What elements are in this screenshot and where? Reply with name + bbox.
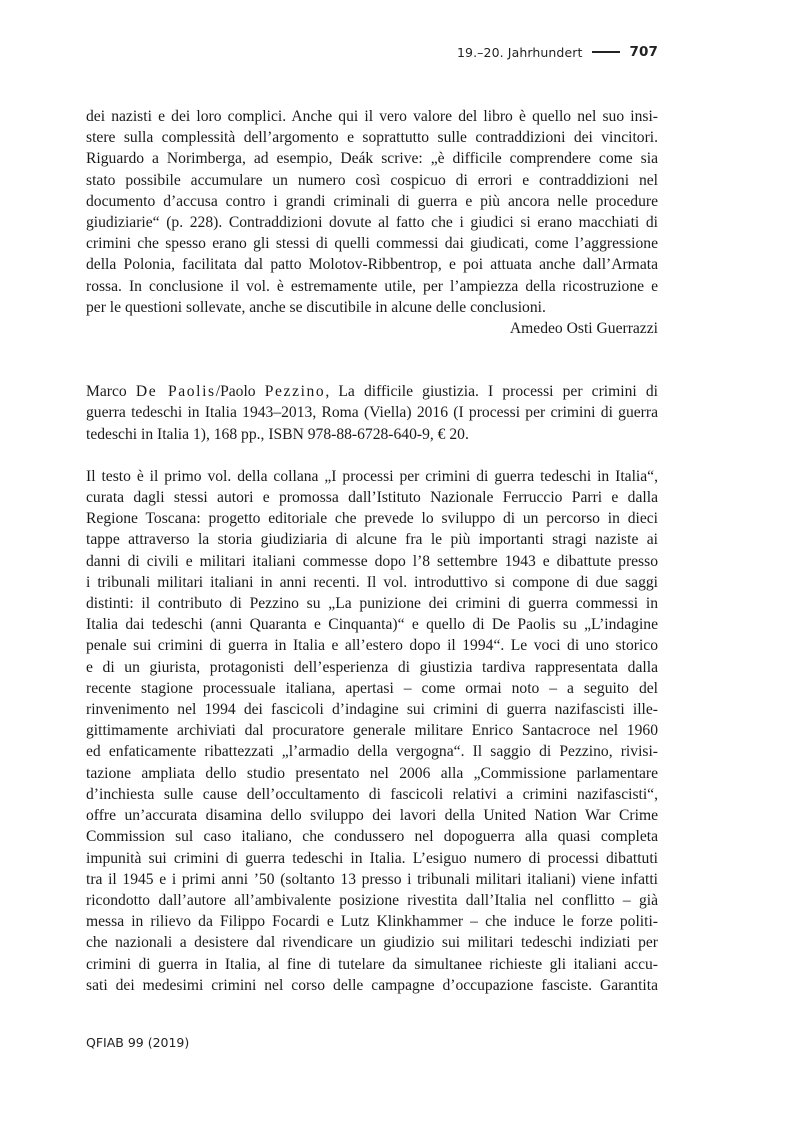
citation-title: , La difficile giustizia. I processi per crimini di: [325, 383, 658, 401]
text-line: d’inchiesta sulle cause dell’occultamento di fascicoli relativi a crimini nazifascisti“,: [86, 785, 658, 803]
section-gap: [86, 445, 658, 466]
text-line: tazione ampliata dello studio presentato nel 2006 alla „Commissione parlamentare: [86, 764, 658, 782]
text-line: impunità sui crimini di guerra tedeschi in Italia. L’esiguo numero di processi dibattuti: [86, 849, 658, 867]
text-line: Italia dai tedeschi (anni Quaranta e Cinquanta)“ e quello di De Paolis su „L’indagine: [86, 616, 658, 634]
page-body: [86, 106, 658, 996]
text-line: curata dagli stessi autori e promossa dall’Istituto Nazionale Ferruccio Parri e dalla: [86, 489, 658, 507]
text-line: sati dei medesimi crimini nel corso delle campagne d’occupazione fasciste. Garantita: [86, 976, 658, 994]
text-line: tra il 1945 e i primi anni ’50 (soltanto 13 presso i tribunali militari italiani) viene infatti: [86, 870, 658, 888]
text-line: e di un giurista, protagonisti dell’esperienza di giustizia tardiva rappresentata dalla: [86, 658, 658, 676]
text-line: recente stagione processuale italiana, apertasi – come ormai noto – a seguito del: [86, 679, 658, 697]
running-title: 19.–20. Jahrhundert: [457, 44, 583, 60]
page-number: 707: [629, 44, 658, 60]
text-line: rinvenimento nel 1994 dei fascicoli d’indagine sui crimini di guerra nazifascisti ille-: [86, 701, 658, 719]
text-line: crimini che spesso erano gli stessi di quelli commessi dai giudicati, come l’aggressione: [86, 235, 658, 253]
text-line: Riguardo a Norimberga, ad esempio, Deák scrive: „è difficile comprendere come sia: [86, 150, 658, 168]
text-line: che nazionali a desistere dal rivendicare un giudizio sui militari tedeschi indiziati per: [86, 934, 658, 952]
text-line: rossa. In conclusione il vol. è estremamente utile, per l’ampiezza della ricostruzione e: [86, 277, 658, 295]
citation-line: guerra tedeschi in Italia 1943–2013, Roma (Viella) 2016 (I processi per crimini di guerra: [86, 404, 658, 422]
text-line: i tribunali militari italiani in anni recenti. Il vol. introduttivo si compone di due saggi: [86, 573, 658, 591]
header-rule: [592, 51, 620, 53]
text-line: ricondotto dall’autore all’ambivalente posizione rivestita dall’Italia nel conflitto – già: [86, 891, 658, 909]
author-last-name: De Paolis: [135, 383, 216, 401]
text-line: Regione Toscana: progetto editoriale che prevede lo sviluppo di un percorso in dieci: [86, 510, 658, 528]
text-line: stere sulla complessità dell’argomento e soprattutto sulle contraddizioni dei vincitori.: [86, 129, 658, 147]
citation-line: tedeschi in Italia 1), 168 pp., ISBN 978-88-6728-640-9, € 20.: [86, 425, 469, 443]
review-2-citation: [86, 381, 658, 445]
text-line: penale sui crimini di guerra in Italia e all’estero dopo il 1994“. Le voci di uno storico: [86, 637, 658, 655]
text-line: tappe attraverso la storia giudiziaria di alcune fra le più importanti stragi naziste ai: [86, 531, 658, 549]
author-first-name: Marco: [86, 383, 127, 401]
review-2-body: [86, 466, 658, 996]
text-line: Commission sul caso italiano, che condussero nel dopoguerra alla quasi completa: [86, 828, 658, 846]
text-line: messa in rilievo da Filippo Focardi e Lutz Klinkhammer – che induce le forze politi-: [86, 913, 658, 931]
text-line: offre un’accurata disamina dello sviluppo dei lavori della United Nation War Crime: [86, 807, 658, 825]
review-1: [86, 106, 658, 339]
text-line: distinti: il contributo di Pezzino su „La punizione dei crimini di guerra commessi in: [86, 595, 658, 613]
running-header: [457, 44, 658, 60]
text-line: dei nazisti e dei loro complici. Anche qui il vero valore del libro è quello nel suo insi-: [86, 108, 658, 125]
text-line: della Polonia, facilitata dal patto Molotov-Ribbentrop, e poi attuata anche dall’Armata: [86, 256, 658, 274]
reviewer-name: Amedeo Osti Guerrazzi: [509, 320, 658, 338]
text-line: Il testo è il primo vol. della collana „I processi per crimini di guerra tedeschi in Italia“,: [86, 467, 658, 485]
text-line: documento d’accusa contro i grandi criminali di guerra e più ancora nelle procedure: [86, 192, 658, 210]
author-first-name: Paolo: [220, 383, 256, 401]
journal-footer: QFIAB 99 (2019): [86, 1035, 190, 1050]
section-gap: [86, 339, 658, 381]
text-line: stato possibile accumulare un numero così cospicuo di errori e contraddizioni nel: [86, 171, 658, 189]
text-line: giudiziarie“ (p. 228). Contraddizioni dovute al fatto che i giudici si erano macchiati di: [86, 214, 658, 232]
citation-line: Marco De Paolis/Paolo Pezzino, La difficile giustizia. I processi per crimini di: [86, 383, 658, 401]
text-line: crimini di guerra in Italia, al fine di tutelare da simultanee richieste gli italiani accu-: [86, 955, 658, 973]
text-line: ed enfaticamente ribattezzati „l’armadio della vergogna“. Il saggio di Pezzino, rivisi-: [86, 743, 658, 761]
text-line: gittimamente archiviati dal procuratore generale militare Enrico Santacroce nel 1960: [86, 722, 658, 740]
text-line: per le questioni sollevate, anche se discutibile in alcune delle conclusioni.: [86, 298, 546, 316]
author-last-name: Pezzino: [264, 383, 326, 401]
text-line: danni di civili e militari italiani commesse dopo l’8 settembre 1943 e dibattute presso: [86, 552, 658, 570]
